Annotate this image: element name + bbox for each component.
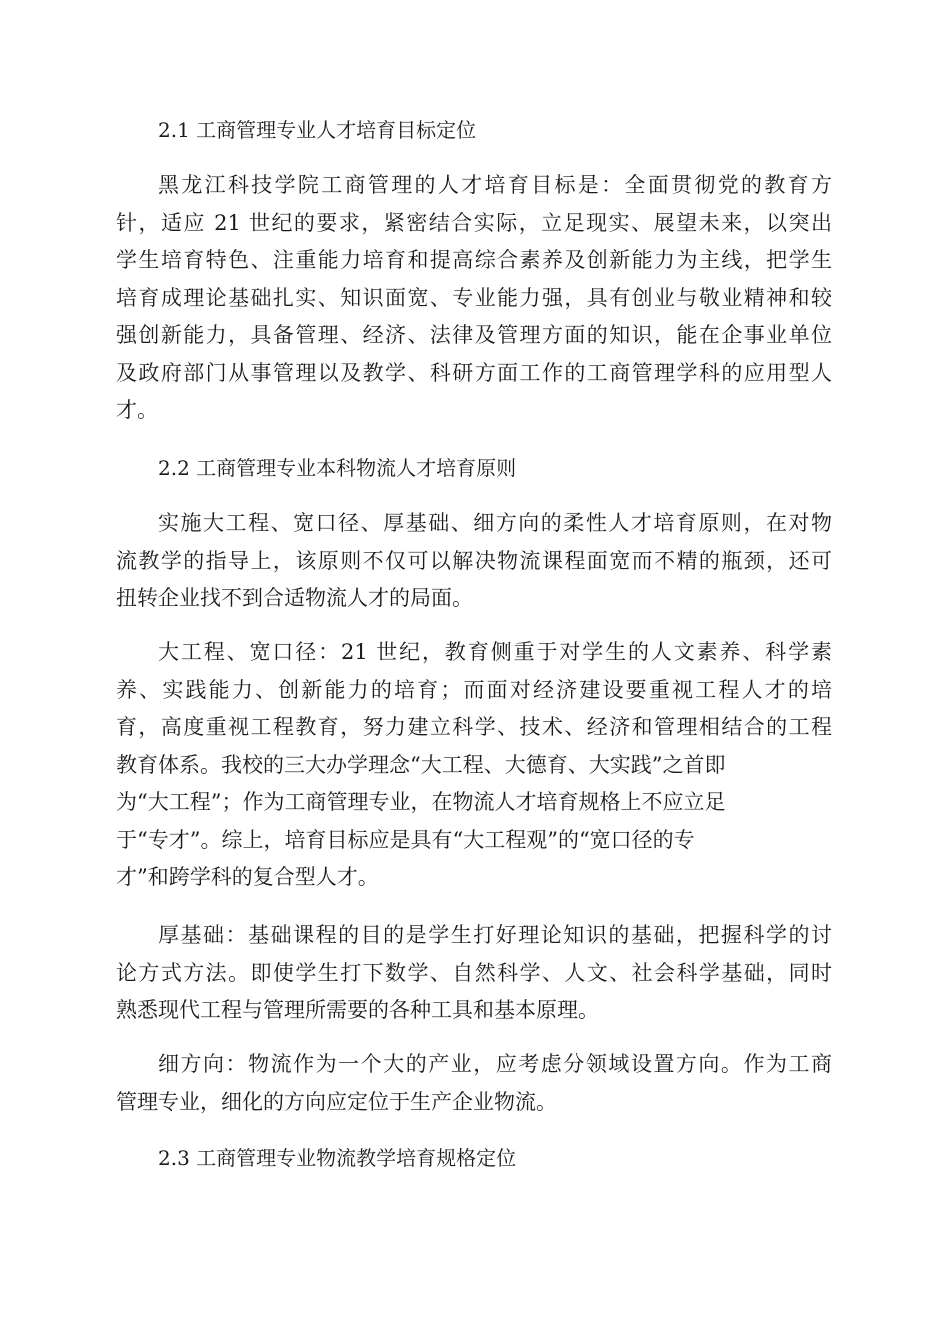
paragraph-line: 育，高度重视工程教育，努力建立科学、技术、经济和管理相结合的工程 bbox=[116, 715, 832, 739]
paragraph-line: 细方向：物流作为一个大的产业，应考虑分领域设置方向。作为工商 bbox=[158, 1052, 832, 1076]
section-heading-2-2: 2.2 工商管理专业本科物流人才培育原则 bbox=[158, 456, 517, 480]
paragraph-line: 才”和跨学科的复合型人才。 bbox=[116, 865, 379, 889]
paragraph-line: 为“大工程”；作为工商管理专业，在物流人才培育规格上不应立足 bbox=[116, 790, 726, 814]
paragraph-line: 熟悉现代工程与管理所需要的各种工具和基本原理。 bbox=[116, 998, 599, 1022]
section-heading-2-3: 2.3 工商管理专业物流教学培育规格定位 bbox=[158, 1146, 517, 1170]
paragraph-line: 学生培育特色、注重能力培育和提高综合素养及创新能力为主线，把学生 bbox=[116, 248, 832, 272]
paragraph-line: 教育体系。我校的三大办学理念“大工程、大德育、大实践”之首即 bbox=[116, 752, 726, 777]
paragraph-line: 才。 bbox=[116, 398, 158, 422]
paragraph-line: 及政府部门从事管理以及教学、科研方面工作的工商管理学科的应用型人 bbox=[116, 360, 832, 385]
paragraph bbox=[116, 917, 832, 1030]
paragraph-line: 培育成理论基础扎实、知识面宽、专业能力强，具有创业与敬业精神和较 bbox=[116, 285, 832, 310]
paragraph-line: 实施大工程、宽口径、厚基础、细方向的柔性人才培育原则，在对物 bbox=[158, 511, 832, 535]
paragraph-line: 论方式方法。即使学生打下数学、自然科学、人文、社会科学基础，同时 bbox=[116, 960, 832, 985]
section-heading-2-1: 2.1 工商管理专业人才培育目标定位 bbox=[158, 118, 477, 142]
paragraph-line: 针，适应 21 世纪的要求，紧密结合实际，立足现实、展望未来，以突出 bbox=[116, 210, 832, 235]
paragraph-line: 大工程、宽口径：21 世纪，教育侧重于对学生的人文素养、科学素 bbox=[158, 640, 832, 664]
paragraph-line: 养、实践能力、创新能力的培育；而面对经济建设要重视工程人才的培 bbox=[116, 677, 832, 702]
paragraph-line: 厚基础：基础课程的目的是学生打好理论知识的基础，把握科学的讨 bbox=[158, 923, 832, 947]
paragraph-line: 扭转企业找不到合适物流人才的局面。 bbox=[116, 586, 473, 610]
paragraph-line: 黑龙江科技学院工商管理的人才培育目标是：全面贯彻党的教育方 bbox=[158, 173, 832, 197]
paragraph bbox=[116, 634, 832, 897]
paragraph bbox=[116, 1046, 832, 1121]
paragraph bbox=[116, 167, 832, 430]
paragraph-line: 管理专业，细化的方向应定位于生产企业物流。 bbox=[116, 1089, 557, 1114]
paragraph-line: 于“专才”。综上，培育目标应是具有“大工程观”的“宽口径的专 bbox=[116, 827, 695, 852]
paragraph-line: 流教学的指导上，该原则不仅可以解决物流课程面宽而不精的瓶颈，还可 bbox=[116, 548, 832, 573]
paragraph-line: 强创新能力，具备管理、经济、法律及管理方面的知识，能在企事业单位 bbox=[116, 323, 832, 347]
paragraph bbox=[116, 505, 832, 618]
